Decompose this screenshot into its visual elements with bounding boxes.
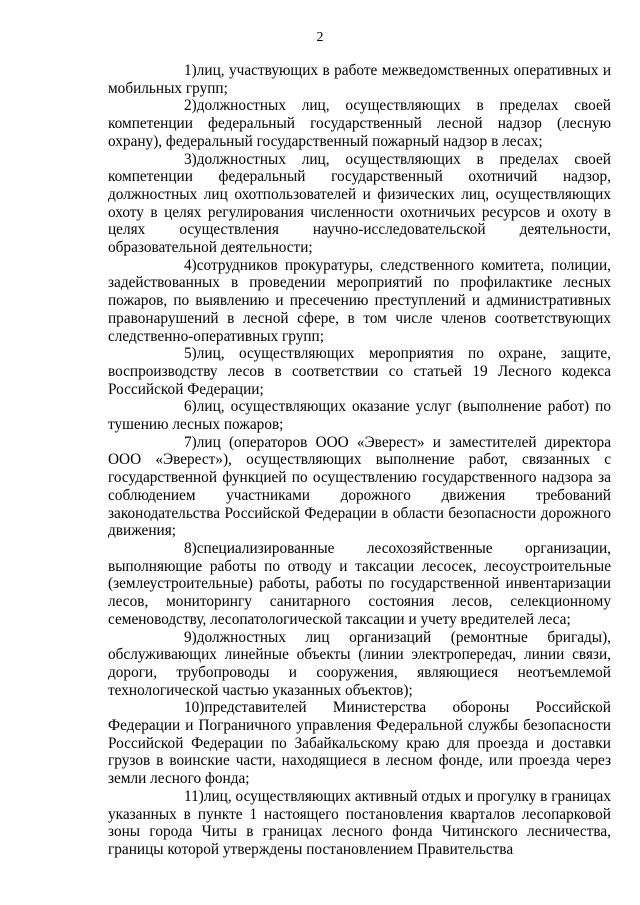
document-body [108, 62, 611, 859]
item-text: лиц, осуществляющих активный отдых и прогулку в границах указанных в пункте 1 настоящего постановления кварталов лесопарковой зоны города Читы в границах лесного фонда Читинского лесничества, границы которой утверждены постановлением Правительства [108, 787, 611, 858]
item-number: 6) [184, 398, 197, 416]
list-item-9 [108, 629, 611, 700]
list-item-3 [108, 151, 611, 257]
item-text: представителей Министерства обороны Российской Федерации и Пограничного управления Федеральной службы безопасности Российской Федерации по Забайкальскому краю для проезда и доставки грузов в воинские части, находящиеся в лесном фонде, или проезда через земли лесного фонда; [108, 699, 611, 788]
item-text: должностных лиц, осуществляющих в пределах своей компетенции федеральный государственный лесной надзор (лесную охрану), федеральный государственный пожарный надзор в лесах; [108, 97, 611, 150]
item-text: лиц, осуществляющих мероприятия по охране, защите, воспроизводству лесов в соответствии со статьей 19 Лесного кодекса Российской Федерации; [108, 345, 611, 398]
list-item-5 [108, 345, 611, 398]
item-text: должностных лиц, осуществляющих в пределах своей компетенции федеральный государственный охотничий надзор, должностных лиц охотпользователей и физических лиц, осуществляющих охоту в целях регулирования численности охотничьих ресурсов и охоту в целях осуществления научно-исследовательской деятельности, образовательной деятельности; [108, 150, 611, 257]
item-number: 5) [184, 345, 197, 363]
list-item-10 [108, 699, 611, 788]
item-text: сотрудников прокуратуры, следственного комитета, полиции, задействованных в проведении мероприятий по профилактике лесных пожаров, по выявлению и пресечению преступлений и административных правонарушений в лесной сфере, в том числе членов соответствующих следственно-оперативных групп; [108, 256, 611, 345]
item-number: 7) [184, 433, 197, 451]
item-number: 8) [184, 539, 197, 557]
list-item-4 [108, 257, 611, 346]
item-text: должностных лиц организаций (ремонтные бригады), обслуживающих линейные объекты (линии электропередач, линии связи, дороги, трубопроводы и сооружения, являющиеся неотъемлемой технологической частью указанных объектов); [108, 628, 611, 699]
list-item-1 [108, 62, 611, 97]
item-text: лиц (операторов ООО «Эверест» и заместителей директора ООО «Эверест»), осуществляющих выполнение работ, связанных с государственной функцией по осуществлению государственного надзора за соблюдением участниками дорожного движения требований законодательства Российской Федерации в области безопасности дорожного движения; [108, 433, 611, 540]
item-number: 3) [184, 150, 197, 168]
item-number: 4) [184, 256, 197, 274]
page-number: 2 [316, 30, 324, 45]
list-item-7 [108, 434, 611, 540]
item-number: 1) [184, 62, 197, 79]
list-item-2 [108, 97, 611, 150]
item-number: 2) [184, 97, 197, 115]
list-item-8 [108, 540, 611, 629]
list-item-11 [108, 788, 611, 859]
item-number: 10) [184, 699, 205, 717]
item-number: 11) [184, 787, 204, 805]
item-text: лиц, осуществляющих оказание услуг (выполнение работ) по тушению лесных пожаров; [108, 398, 611, 434]
item-text: специализированные лесохозяйственные организации, выполняющие работы по отводу и таксации лесосек, лесоустроительные (землеустроительные) работы, работы по государственной инвентаризации лесов, мониторингу санитарного состояния лесов, селекционному семеноводству, лесопатологической таксации и учету вредителей леса; [108, 539, 611, 628]
item-text: лиц, участвующих в работе межведомственных оперативных и мобильных групп; [108, 62, 611, 97]
list-item-6 [108, 398, 611, 433]
item-number: 9) [184, 628, 197, 646]
